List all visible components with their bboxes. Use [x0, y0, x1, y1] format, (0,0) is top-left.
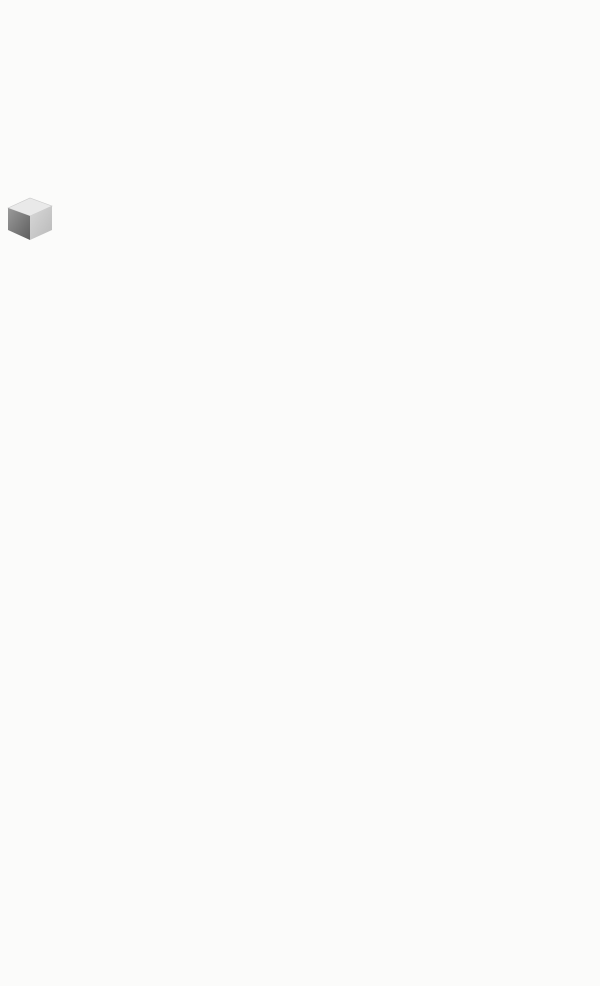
chapter-cube-icon — [2, 176, 64, 242]
